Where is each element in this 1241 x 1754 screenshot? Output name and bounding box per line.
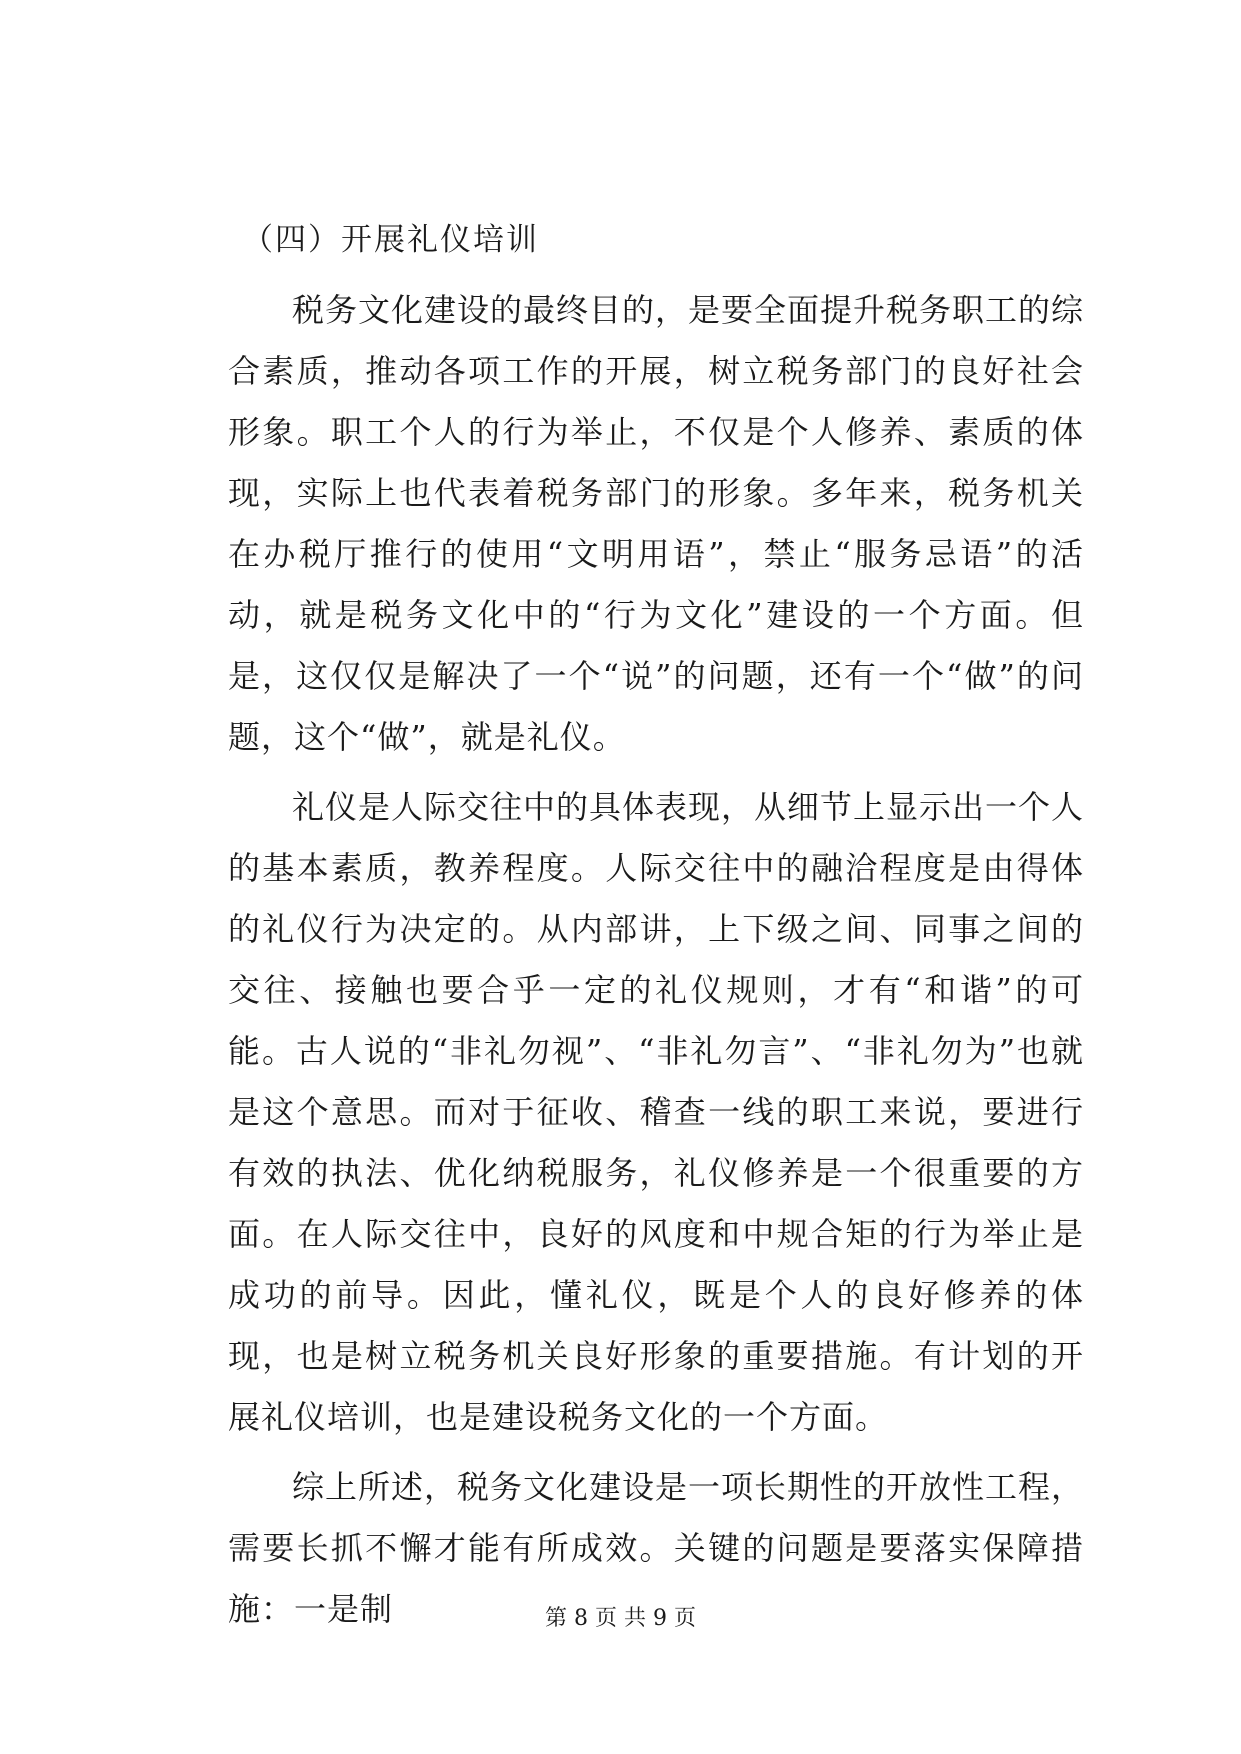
paragraph-tax-culture-goal: 税务文化建设的最终目的，是要全面提升税务职工的综合素质，推动各项工作的开展，树立税务部门的良好社会形象。职工个人的行为举止，不仅是个人修养、素质的体现，实际上也代表着税务部门的形象。多年来，税务机关在办税厅推行的使用“文明用语”，禁止“服务忌语”的活动，就是税务文化中的“行为文化”建设的一个方面。但是，这仅仅是解决了一个“说”的问题，还有一个“做”的问题，这个“做”，就是礼仪。 (228, 291, 1085, 756)
section-heading: （四）开展礼仪培训 (242, 222, 539, 258)
paragraph-etiquette: 礼仪是人际交往中的具体表现，从细节上显示出一个人的基本素质，教养程度。人际交往中的融洽程度是由得体的礼仪行为决定的。从内部讲，上下级之间、同事之间的交往、接触也要合乎一定的礼仪规则，才有“和谐”的可能。古人说的“非礼勿视”、“非礼勿言”、“非礼勿为”也就是这个意思。而对于征收、稽查一线的职工来说，要进行有效的执法、优化纳税服务，礼仪修养是一个很重要的方面。在人际交往中，良好的风度和中规合矩的行为举止是成功的前导。因此，懂礼仪，既是个人的良好修养的体现，也是树立税务机关良好形象的重要措施。有计划的开展礼仪培训，也是建设税务文化的一个方面。 (228, 788, 1085, 1436)
page-body (228, 210, 1084, 1649)
paragraph-summary: 综上所述，税务文化建设是一项长期性的开放性工程，需要长抓不懈才能有所成效。关键的问题是要落实保障措施：一是制 (228, 1468, 1085, 1628)
page-footer: 第 8 页 共 9 页 (545, 1606, 696, 1631)
